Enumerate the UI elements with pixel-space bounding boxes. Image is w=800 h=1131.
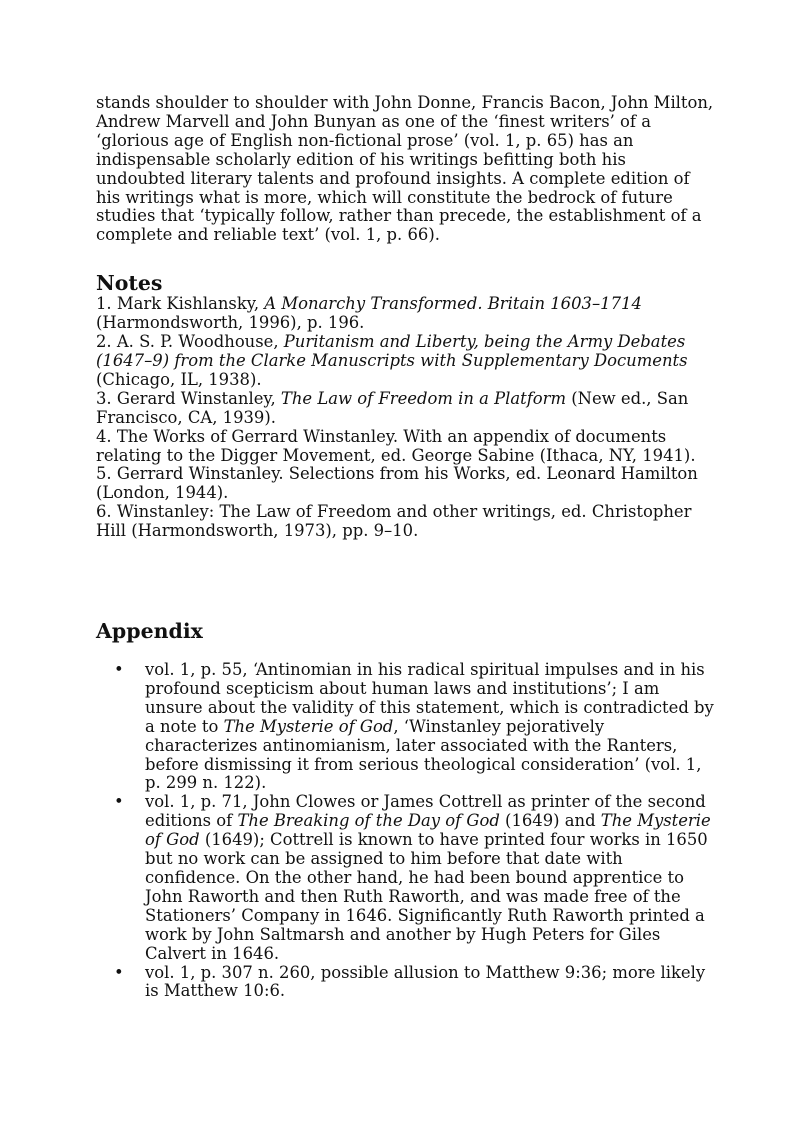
appendix-item: • vol. 1, p. 55, ‘Antinomian in his radical spiritual impulses and in his profound scepticism about human laws and institutions’; I am unsure about the validity of this statement, which is contradicted by a note to The Mysterie of God, ‘Winstanley pejoratively characterizes antinomianism, later associated with the Ranters, before dismissing it from serious theological consideration’ (vol. 1, p. 299 n. 122).	[114, 660, 714, 793]
intro-paragraph: stands shoulder to shoulder with John Donne, Francis Bacon, John Milton, Andrew Marvell and John Bunyan as one of the ‘finest writers’ of a ‘glorious age of English non-fictional prose’ (vol. 1, p. 65) has an indispensable scholarly edition of his writings befitting both his undoubted literary talents and profound insights. A complete edition of his writings what is more, which will constitute the bedrock of future studies that ‘typically follow, rather than precede, the establishment of a complete and reliable text’ (vol. 1, p. 66).	[96, 93, 714, 245]
appendix-list	[96, 661, 716, 1001]
bullet-icon: •	[114, 792, 124, 812]
note-item: 4. The Works of Gerrard Winstanley. With an appendix of documents relating to the Digger Movement, ed. George Sabine (Ithaca, NY, 1941).	[96, 426, 696, 465]
bullet-icon: •	[114, 660, 124, 680]
appendix-item: • vol. 1, p. 307 n. 260, possible allusion to Matthew 9:36; more likely is Matthew 10:6.	[114, 962, 706, 1001]
note-item: 3. Gerard Winstanley, The Law of Freedom in a Platform (New ed., San Francisco, CA, 1939).	[96, 388, 689, 427]
document-page	[96, 94, 716, 1001]
note-item: 6. Winstanley: The Law of Freedom and other writings, ed. Christopher Hill (Harmondsworth, 1973), pp. 9–10.	[96, 502, 692, 541]
note-item: 1. Mark Kishlansky, A Monarchy Transformed. Britain 1603–1714 (Harmondsworth, 1996), p. 196.	[96, 294, 642, 333]
notes-heading: Notes	[96, 271, 163, 296]
notes-list	[96, 295, 716, 541]
appendix-item: • vol. 1, p. 71, John Clowes or James Cottrell as printer of the second editions of The Breaking of the Day of God (1649) and The Mysterie of God (1649); Cottrell is known to have printed four works in 1650 but no work can be assigned to him before that date with confidence. On the other hand, he had been bound apprentice to John Raworth and then Ruth Raworth, and was made free of the Stationers’ Company in 1646. Significantly Ruth Raworth printed a work by John Saltmarsh and another by Hugh Peters for Giles Calvert in 1646.	[114, 792, 711, 963]
note-item: 2. A. S. P. Woodhouse, Puritanism and Liberty, being the Army Debates (1647–9) from the Clarke Manuscripts with Supplementary Documents (Chicago, IL, 1938).	[96, 332, 688, 389]
note-item: 5. Gerrard Winstanley. Selections from his Works, ed. Leonard Hamilton (London, 1944).	[96, 464, 698, 503]
appendix-heading: Appendix	[96, 619, 203, 644]
bullet-icon: •	[114, 962, 124, 982]
